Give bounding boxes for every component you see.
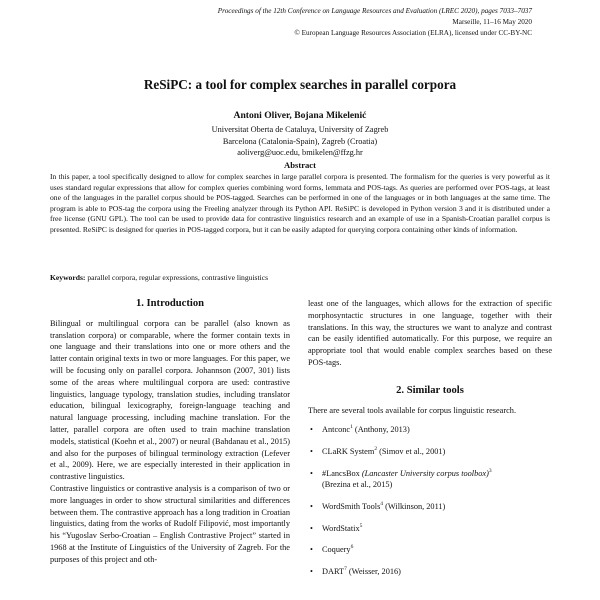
intro-heading: 1. Introduction xyxy=(135,298,205,309)
intro-paragraph-1: Bilingual or multilingual corpora can be parallel (also known as translation corpora) or comparable, where the former contain texts in one language and their translations into one or more others and the latter contain original texts in two or more languages. For this paper, we will be focusing only on parallel corpora. Johannson (2007, 301) lists some of the areas where multilingual corpora are used: contrastive linguistics, language typology, translation studies, including translator education, bilingual lexicography, foreign-language teaching and natural language processing, including machine translation. For the latter, parallel corpora are often used to train machine translation models, statistical (Koehn et al., 2007) or neural (Bahdanau et al., 2015) and also for the purposes of bilingual terminology extraction (Lefever et al., 2009). Here, we are especially interested in their application in contrastive linguistics. xyxy=(50,318,290,482)
bullet-icon: • xyxy=(310,545,313,555)
bullet-icon: • xyxy=(310,425,313,435)
header-line-1: Proceedings of the 12th Conference on Language Resources and Evaluation (LREC 2020), pages 7033–7037 xyxy=(217,7,532,15)
list-item: • Coquery$^6$ xyxy=(310,544,354,555)
bullet-icon: • xyxy=(310,566,313,576)
paper-title: ReSiPC: a tool for complex searches in parallel corpora xyxy=(143,77,457,92)
emails: aoliverg@uoc.edu, bmikelen@ffzg.hr xyxy=(237,148,363,157)
abstract-heading: Abstract xyxy=(284,160,316,170)
list-item: • WordSmith Tools$^4$ (Wilkinson, 2011) xyxy=(310,501,446,511)
left-column xyxy=(50,298,290,566)
bullet-icon: • xyxy=(310,501,313,511)
header-line-3: © European Language Resources Association (ELRA), licensed under CC-BY-NC xyxy=(294,29,532,37)
list-item: • DART$^7$ (Weisser, 2016) xyxy=(310,565,401,576)
right-paragraph-1: least one of the languages, which allows for the extraction of specific morphosyntactic structures in one language, together with their translations. In this way, the structures we want to analyze and contrast can be easily identified automatically. For this purpose, we require an appropriate tool that would enable complex searches based on these POS-tags. xyxy=(308,299,552,367)
list-item: • Antconc$^1$ (Anthony, 2013) xyxy=(310,424,410,435)
keywords xyxy=(50,273,550,282)
keywords-text: parallel corpora, regular expressions, contrastive linguistics xyxy=(87,273,269,282)
list-item: • WordStatix$^5$ xyxy=(310,522,363,533)
bullet-icon: • xyxy=(310,446,313,456)
list-item: • #LancsBox (Lancaster University corpus toolbox)$^3$ (Brezina et al., 2015) xyxy=(310,467,492,490)
affiliation: Universitat Oberta de Cataluya, University of Zagreb xyxy=(211,125,389,134)
keywords-label: Keywords: xyxy=(50,273,86,282)
right-paragraph-2: There are several tools available for corpus linguistic research. xyxy=(308,405,517,415)
bullet-icon: • xyxy=(310,468,313,478)
tools-list xyxy=(308,424,552,577)
header-line-2: Marseille, 11–16 May 2020 xyxy=(452,18,532,26)
right-column xyxy=(308,298,552,587)
intro-paragraph-2: Contrastive linguistics or contrastive analysis is a comparison of two or more languages in order to show structural similarities and differences between them. The contrastive approach has a long tradition in Croatian linguistics, dating from the works of Rudolf Filipović, most importantly his “Yugoslav Serbo-Croatian – English Contrastive Project” started in 1968 at the Institute of Linguistics of the University of Zagreb. For the purposes of this project and oth- xyxy=(50,483,290,564)
abstract-text: In this paper, a tool specifically designed to allow for complex searches in large parallel corpora is presented. The formalism for the queries is very powerful as it uses standard regular expressions that allow for complex queries combining word forms, lemmata and POS-tags. As queries are performed over POS-tags, at least one of the languages in the parallel corpus should be POS-tagged. Searches can be performed in one of the languages or in both languages at the same time. The program is able to POS-tag the corpora using the Freeling analyzer through its Python API. ReSiPC is developed in Python version 3 and it is distributed under a free license (GNU GPL). The tool can be used to provide data for contrastive linguistics research and an example of use in a Spanish-Croatian parallel corpus is presented. ReSiPC is designed for queries in POS-tagged corpora, but it can be easily adapted for querying corpora containing other kinds of information. xyxy=(50,172,550,234)
bullet-icon: • xyxy=(310,523,313,533)
paper-authors: Antoni Oliver, Bojana Mikelenić xyxy=(233,110,367,121)
proceedings-header xyxy=(172,6,532,39)
affiliation-block xyxy=(0,124,600,159)
list-item: • CLaRK System$^2$ (Simov et al., 2001) xyxy=(310,446,446,456)
similar-tools-heading: 2. Similar tools xyxy=(396,384,464,396)
location: Barcelona (Catalonia-Spain), Zagreb (Croatia) xyxy=(222,136,378,146)
